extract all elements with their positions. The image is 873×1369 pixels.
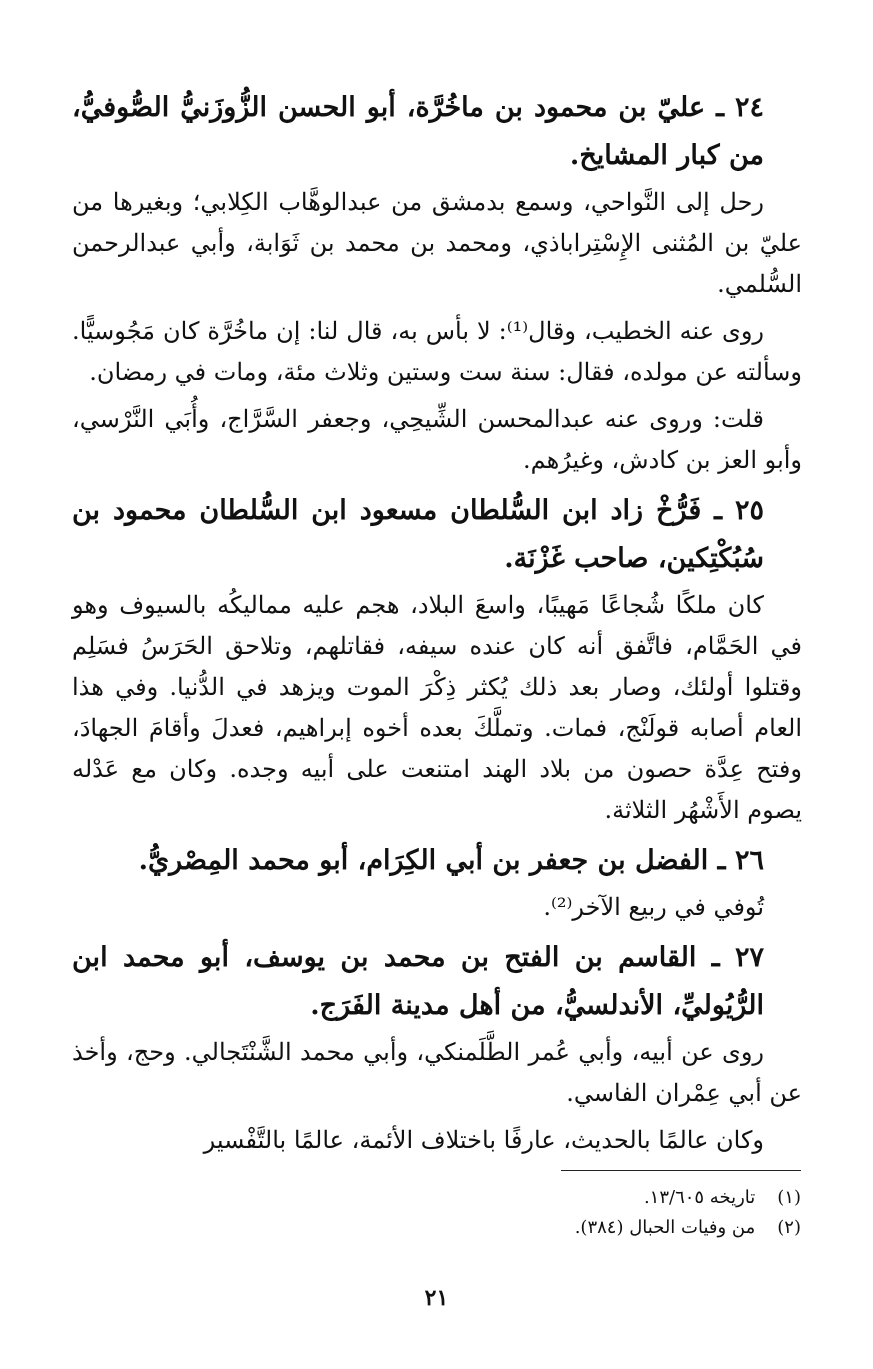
footnote-1-text: تاريخه ١٣/٦٠٥. <box>643 1187 756 1208</box>
entry-24-paragraph-2: روى عنه الخطيب، وقال⁽¹⁾: لا بأس به، قال لنا: إن ماخُرَّة كان مَجُوسيًّا. وسألته عن مولده، فقال: سنة ست وستين وثلاث مئة، ومات في رمضان. <box>72 317 802 386</box>
entry-27-paragraph-2: وكان عالمًا بالحديث، عارفًا باختلاف الأئمة، عالمًا بالتَّفْسير <box>203 1126 764 1154</box>
page-body <box>72 84 802 1167</box>
footnote-2-text: من وفيات الحبال (٣٨٤). <box>574 1217 756 1238</box>
footnote-2 <box>71 1213 801 1243</box>
footnotes <box>71 1170 801 1243</box>
entry-heading-24: ٢٤ ـ عليّ بن محمود بن ماخُرَّة، أبو الحسن الزُّوزَنيُّ الصُّوفيُّ، من كبار المشايخ. <box>72 92 764 171</box>
entry-25-paragraph-1: كان ملكًا شُجاعًا مَهيبًا، واسعَ البلاد، هجم عليه مماليكُه بالسيوف وهو في الحَمَّام، فاتَّفق أنه كان عنده سيفه، فقاتلهم، وتلاحق الحَرَسُ فسَلِم وقتلوا أولئك، وصار بعد ذلك يُكثر ذِكْرَ الموت ويزهد في الدُّنيا. وفي هذا العام أصابه قولَنْج، فمات. وتملَّكَ بعده أخوه إبراهيم، فعدلَ وأقامَ الجهادَ، وفتح عِدَّة حصون من بلاد الهند امتنعت على أبيه وجده. وكان مع عَدْله يصوم الأَشْهُر الثلاثة. <box>72 591 802 824</box>
footnote-1 <box>71 1183 801 1213</box>
entry-heading-27: ٢٧ ـ القاسم بن الفتح بن محمد بن يوسف، أبو محمد ابن الرُّيُوليِّ، الأندلسيُّ، من أهل مدينة الفَرَج. <box>72 942 764 1021</box>
footnote-divider <box>561 1170 801 1171</box>
entry-27-paragraph-1: روى عن أبيه، وأبي عُمر الطَّلَمنكي، وأبي محمد الشَّنْتَجالي. وحج، وأخذ عن أبي عِمْران الفاسي. <box>72 1038 802 1107</box>
entry-26-paragraph-1: تُوفي في ربيع الآخر⁽²⁾. <box>543 893 764 921</box>
entry-heading-25: ٢٥ ـ فَرُّخْ زاد ابن السُّلطان مسعود ابن السُّلطان محمود بن سُبُكْتِكين، صاحب غَزْنَة. <box>72 495 764 574</box>
entry-24-paragraph-1: رحل إلى النَّواحي، وسمع بدمشق من عبدالوهَّاب الكِلابي؛ وبغيرها من عليّ بن المُثنى الإِسْتِراباذي، ومحمد بن محمد بن ثَوَابة، وأبي عبدالرحمن السُّلمي. <box>72 188 802 298</box>
entry-24-paragraph-3: قلت: وروى عنه عبدالمحسن الشِّيحِي، وجعفر السَّرَّاج، وأُبَي النَّرْسي، وأبو العز بن كادش، وغيرُهم. <box>72 405 802 474</box>
footnote-1-number: (١) <box>777 1187 801 1208</box>
page-number: ٢١ <box>424 1285 449 1311</box>
footnote-2-number: (٢) <box>777 1217 801 1238</box>
entry-heading-26: ٢٦ ـ الفضل بن جعفر بن أبي الكِرَام، أبو محمد المِصْريُّ. <box>138 845 764 876</box>
